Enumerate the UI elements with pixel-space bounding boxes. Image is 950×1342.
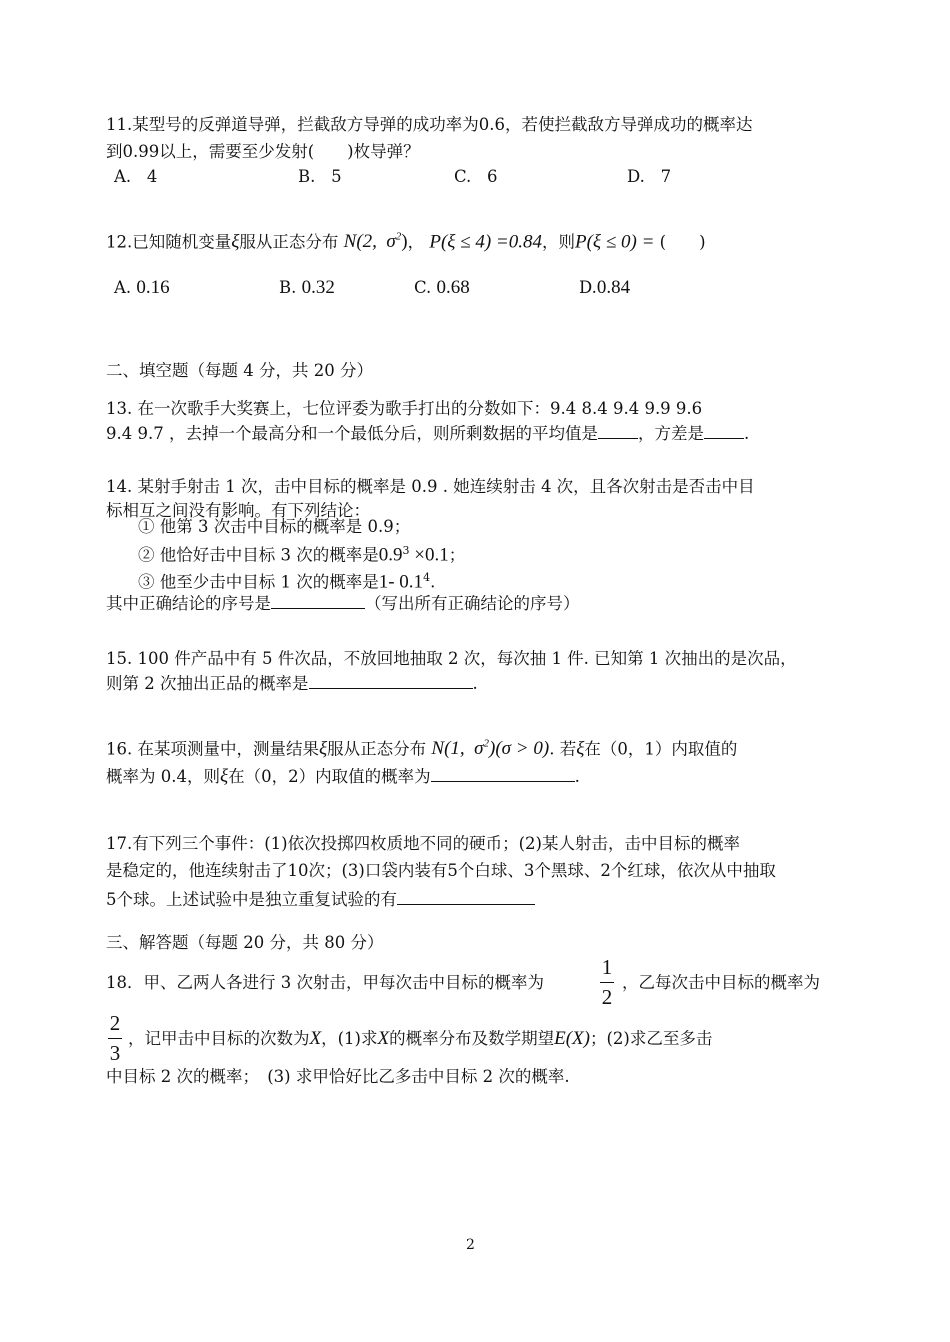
q11-line1: 11.某型号的反弹道导弹，拦截敌方导弹的成功率为0.6，若使拦截敌方导弹成功的概率达 (106, 115, 753, 134)
q18-fraction-two-thirds: 2 3 (109, 1011, 121, 1065)
q13-variance-blank[interactable] (704, 422, 744, 439)
q13-mean-blank[interactable] (598, 422, 638, 439)
q14-answer-line: 其中正确结论的序号是 （写出所有正确结论的序号） (106, 594, 580, 613)
q14-item2: ② 他恰好击中目标 3 次的概率是$0.9^3 \times 0.1$； (138, 544, 466, 566)
q14-line2: 标相互之间没有影响。有下列结论： (106, 501, 370, 520)
q12-ask: P(ξ ≤ 0) = (575, 231, 655, 253)
q11-option-b: B. 5 (298, 167, 342, 186)
q13-line2: 9.4 9.7 ，去掉一个最高分和一个最低分后，则所剩数据的平均值是 ，方差是 . (106, 424, 750, 443)
q12-option-c: C. 0.68 (414, 277, 470, 298)
q14-item1: ① 他第 3 次击中目标的概率是 0.9； (138, 517, 411, 536)
q17-line1: 17.有下列三个事件：(1)依次投掷四枚质地不同的硬币；(2)某人射击，击中目标的概率 (106, 834, 740, 853)
q14-item3: ③ 他至少击中目标 1 次的概率是1- $0.1^4$. (138, 571, 436, 593)
q12-option-a: A. 0.16 (114, 277, 170, 298)
q14-line1: 14. 某射手射击 1 次，击中目标的概率是 0.9 . 她连续射击 4 次，且各次射击是否击中目 (106, 477, 755, 496)
q12-option-b: B. 0.32 (279, 277, 335, 298)
q18-line2: ，记甲击中目标的次数为X，(1)求X的概率分布及数学期望E(X)；(2)求乙至多击 (128, 1028, 713, 1049)
q12-condition: P(ξ ≤ 4) =0.84 (429, 231, 542, 253)
q18-line3: 中目标 2 次的概率； (3) 求甲恰好比乙多击中目标 2 次的概率. (106, 1067, 570, 1086)
q16-answer-blank[interactable] (431, 765, 575, 782)
section-3-heading: 三、解答题（每题 20 分，共 80 分） (106, 933, 384, 952)
q13-line1: 13. 在一次歌手大奖赛上，七位评委为歌手打出的分数如下：9.4 8.4 9.4 9.9 9.6 (106, 399, 703, 418)
q11-option-c: C. 6 (454, 167, 498, 186)
q18-line1a: 18．甲、乙两人各进行 3 次射击，甲每次击中目标的概率为 (106, 973, 544, 992)
q12-distribution: N(2, $\sigma^2$) (343, 231, 408, 253)
q15-line2: 则第 2 次抽出正品的概率是 . (106, 674, 478, 693)
q15-answer-blank[interactable] (309, 672, 473, 689)
q11-option-a: A. 4 (114, 167, 158, 186)
q11-option-d: D. 7 (627, 167, 672, 186)
q16-distribution: N(1, $\sigma^2)(\sigma > 0)$ (431, 738, 550, 760)
q14-answer-blank[interactable] (271, 592, 365, 609)
q17-line2: 是稳定的，他连续射击了10次；(3)口袋内装有5个白球、3个黑球、2个红球，依次从中抽取 (106, 861, 776, 880)
q17-answer-blank[interactable] (397, 888, 535, 905)
q18-line1b: ，乙每次击中目标的概率为 (622, 973, 820, 992)
q15-line1: 15. 100 件产品中有 5 件次品，不放回地抽取 2 次，每次抽 1 件. 已知第 1 次抽出的是次品， (106, 649, 797, 668)
q17-line3: 5个球。上述试验中是独立重复试验的有 (106, 888, 535, 911)
q16-line2: 概率为 0.4，则ξ在（0，2）内取值的概率为 . (106, 766, 580, 787)
q12-option-d: D.0.84 (579, 277, 631, 298)
q18-fraction-one-half: 1 2 (601, 955, 613, 1009)
section-2-heading: 二、填空题（每题 4 分，共 20 分） (106, 361, 373, 380)
q12-stem: 12.已知随机变量ξ服从正态分布 N(2, $\sigma^2$)， P(ξ ≤ 4) =0.84，则P(ξ ≤ 0) = ( ) (106, 231, 706, 253)
page-number: 2 (466, 1237, 475, 1253)
q16-line1: 16. 在某项测量中，测量结果ξ服从正态分布 N(1, $\sigma^2)(\sigma > 0)$. 若ξ在（0，1）内取值的 (106, 738, 738, 760)
q11-line2: 到0.99以上，需要至少发射( )枚导弹？ (106, 142, 420, 161)
